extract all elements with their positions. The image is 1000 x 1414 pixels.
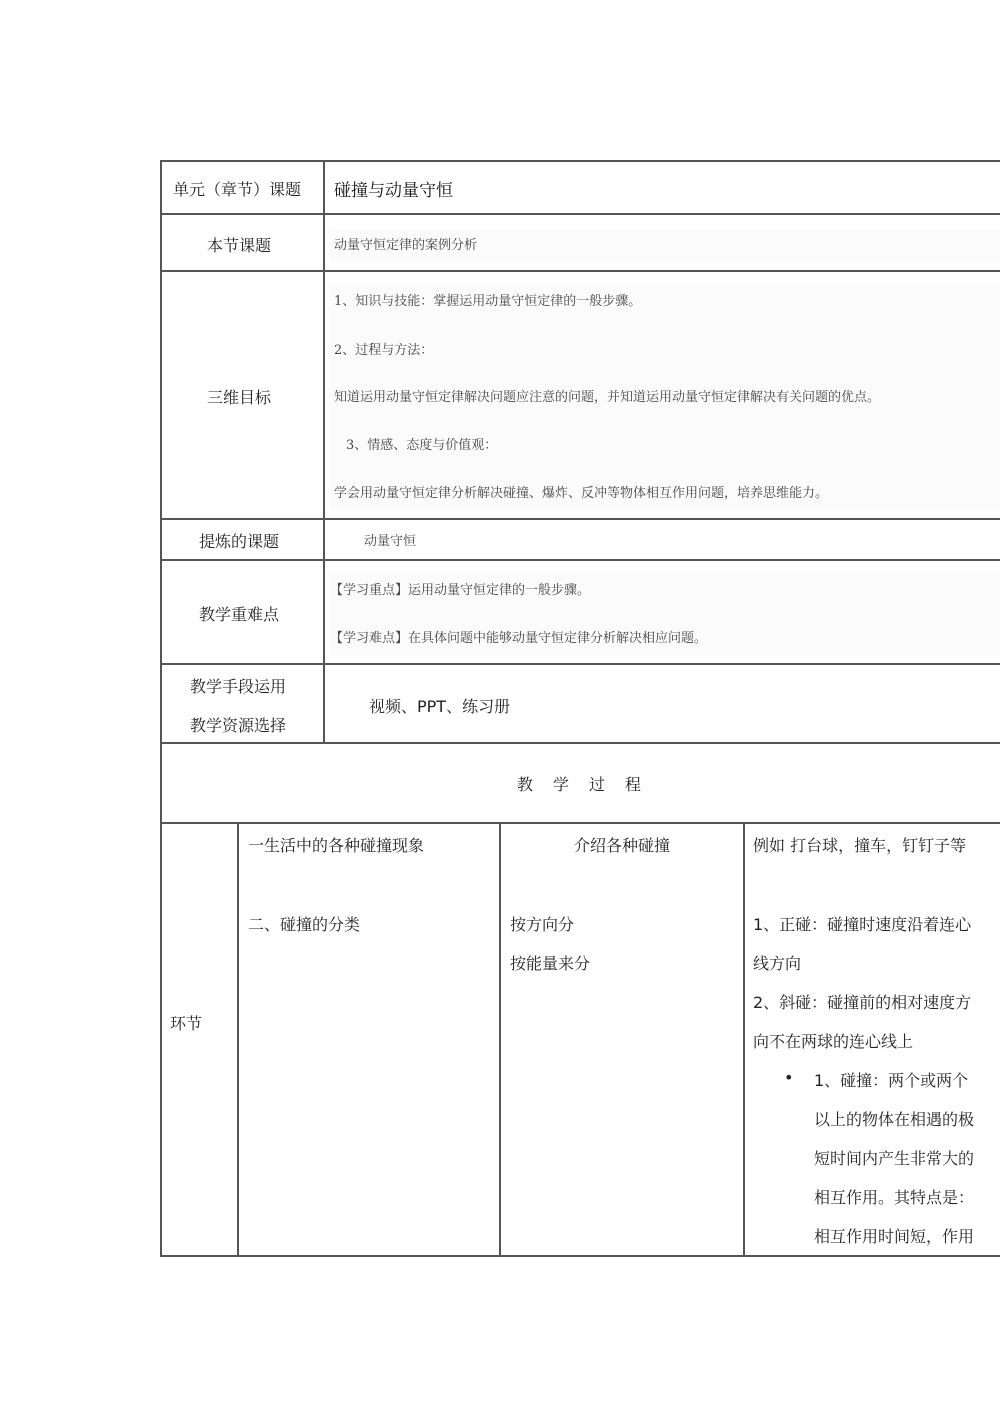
row-divider xyxy=(160,160,1000,162)
objective-line: 学会用动量守恒定律分析解决碰撞、爆炸、反冲等物体相互作用问题，培养思维能力。 xyxy=(334,486,829,501)
row-divider xyxy=(160,822,1000,824)
objective-line: 1、知识与技能：掌握运用动量守恒定律的一般步骤。 xyxy=(334,294,642,309)
detail-line: 1、正碰：碰撞时速度沿着连心 xyxy=(753,915,972,934)
row-divider xyxy=(160,270,1000,272)
row-label-unit-topic: 单元（章节）课题 xyxy=(173,180,302,199)
row-label-teaching-means: 教学手段运用 xyxy=(190,677,287,696)
stage-item: 一生活中的各种碰撞现象 xyxy=(248,836,425,855)
objective-line: 知道运用动量守恒定律解决问题应注意的问题，并知道运用动量守恒定律解决有关问题的优点。 xyxy=(334,390,881,405)
row-divider xyxy=(160,742,1000,744)
row-divider xyxy=(160,1255,1000,1257)
stage-label: 环节 xyxy=(170,1014,203,1033)
teaching-resources-value: 视频、PPT、练习册 xyxy=(369,697,511,716)
row-divider xyxy=(160,663,1000,665)
process-title: 教 学 过 程 xyxy=(516,775,643,794)
row-divider xyxy=(160,518,1000,520)
row-label-teaching-resources: 教学资源选择 xyxy=(190,716,287,735)
bullet-line: 相互作用时间短，作用 xyxy=(814,1227,975,1246)
bullet-line: 以上的物体在相遇的极 xyxy=(814,1110,975,1129)
refined-topic-value: 动量守恒 xyxy=(364,534,417,549)
col-divider xyxy=(743,822,745,1257)
bullet-line: 1、碰撞：两个或两个 xyxy=(814,1071,969,1090)
row-label-key-difficult: 教学重难点 xyxy=(199,605,280,624)
col-divider xyxy=(499,822,501,1257)
row-label-refined-topic: 提炼的课题 xyxy=(199,532,280,551)
detail-line: 2、斜碰：碰撞前的相对速度方 xyxy=(753,993,972,1012)
stage-item: 二、碰撞的分类 xyxy=(248,915,361,934)
row-divider xyxy=(160,559,1000,561)
row-label-lesson-topic: 本节课题 xyxy=(207,236,272,255)
detail-line: 线方向 xyxy=(753,954,802,973)
detail-line: 向不在两球的连心线上 xyxy=(753,1032,914,1051)
bullet-line: 相互作用。其特点是： xyxy=(814,1188,975,1207)
row-label-objectives: 三维目标 xyxy=(207,388,272,407)
objective-line: 2、过程与方法： xyxy=(334,343,434,358)
lesson-topic-value: 动量守恒定律的案例分析 xyxy=(334,238,478,253)
row-divider xyxy=(160,213,1000,215)
activity-item: 按能量来分 xyxy=(510,954,591,973)
col-divider xyxy=(323,160,325,744)
objective-line: 3、情感、态度与价值观： xyxy=(346,438,498,453)
example-text: 例如 打台球，撞车，钉钉子等 xyxy=(753,836,967,855)
key-point-line: 【学习重点】运用动量守恒定律的一般步骤。 xyxy=(330,583,591,598)
bullet-icon: • xyxy=(784,1068,794,1087)
unit-topic-value: 碰撞与动量守恒 xyxy=(334,181,453,201)
col-divider xyxy=(160,160,162,1257)
bullet-line: 短时间内产生非常大的 xyxy=(814,1149,975,1168)
col-divider xyxy=(237,822,239,1257)
difficulty-line: 【学习难点】在具体问题中能够动量守恒定律分析解决相应问题。 xyxy=(330,631,708,646)
activity-item: 按方向分 xyxy=(510,915,575,934)
activity-item: 介绍各种碰撞 xyxy=(573,836,670,855)
